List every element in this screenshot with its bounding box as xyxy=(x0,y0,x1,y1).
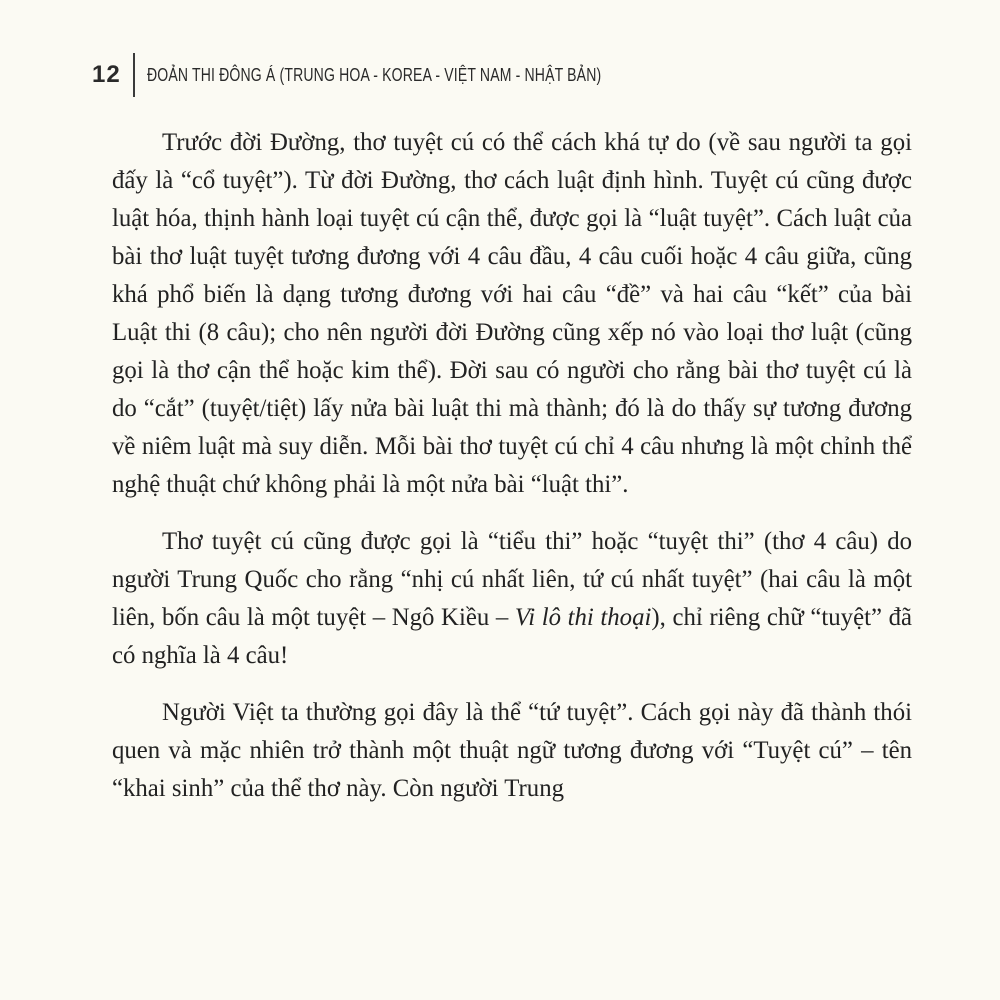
paragraph-2-text-before: Thơ tuyệt cú cũng được gọi là “tiểu thi” hoặc “tuyệt thi” (thơ 4 câu) do người Trung Quốc cho rằng “nhị cú nhất liên, tứ cú nhất tuyệt” (hai câu là một liên, bốn câu là một tuyệt – Ngô Kiều – xyxy=(112,528,912,631)
paragraph-1: Trước đời Đường, thơ tuyệt cú có thể cách khá tự do (về sau người ta gọi đấy là “cổ tuyệt”). Từ đời Đường, thơ cách luật định hình. Tuyệt cú cũng được luật hóa, thịnh hành loại tuyệt cú cận thể, được gọi là “luật tuyệt”. Cách luật của bài thơ luật tuyệt tương đương với 4 câu đầu, 4 câu cuối hoặc 4 câu giữa, cũng khá phổ biến là dạng tương đương với hai câu “đề” và hai câu “kết” của bài Luật thi (8 câu); cho nên người đời Đường cũng xếp nó vào loại thơ luật (cũng gọi là thơ cận thể hoặc kim thể). Đời sau có người cho rằng bài thơ tuyệt cú là do “cắt” (tuyệt/tiệt) lấy nửa bài luật thi mà thành; đó là do thấy sự tương đương về niêm luật mà suy diễn. Mỗi bài thơ tuyệt cú chỉ 4 câu nhưng là một chỉnh thể nghệ thuật chứ không phải là một nửa bài “luật thi”. xyxy=(112,129,912,498)
header-divider xyxy=(133,53,135,97)
paragraph-3: Người Việt ta thường gọi đây là thể “tứ tuyệt”. Cách gọi này đã thành thói quen và mặc nhiên trở thành một thuật ngữ tương đương với “Tuyệt cú” – tên “khai sinh” của thể thơ này. Còn người Trung xyxy=(112,699,912,802)
page-number: 12 xyxy=(92,61,121,88)
paragraph-2 xyxy=(112,523,912,675)
paragraph-2-book-title-italic: Vi lô thi thoại xyxy=(514,604,652,631)
paragraph-2-text-after: ), chỉ riêng chữ “tuyệt” đã có nghĩa là 4 câu! xyxy=(112,604,912,669)
book-title: ĐOẢN THI ĐÔNG Á (TRUNG HOA - KOREA - VIỆT NAM - NHẬT BẢN) xyxy=(146,64,602,85)
body-text xyxy=(112,124,912,808)
running-header xyxy=(92,52,729,98)
